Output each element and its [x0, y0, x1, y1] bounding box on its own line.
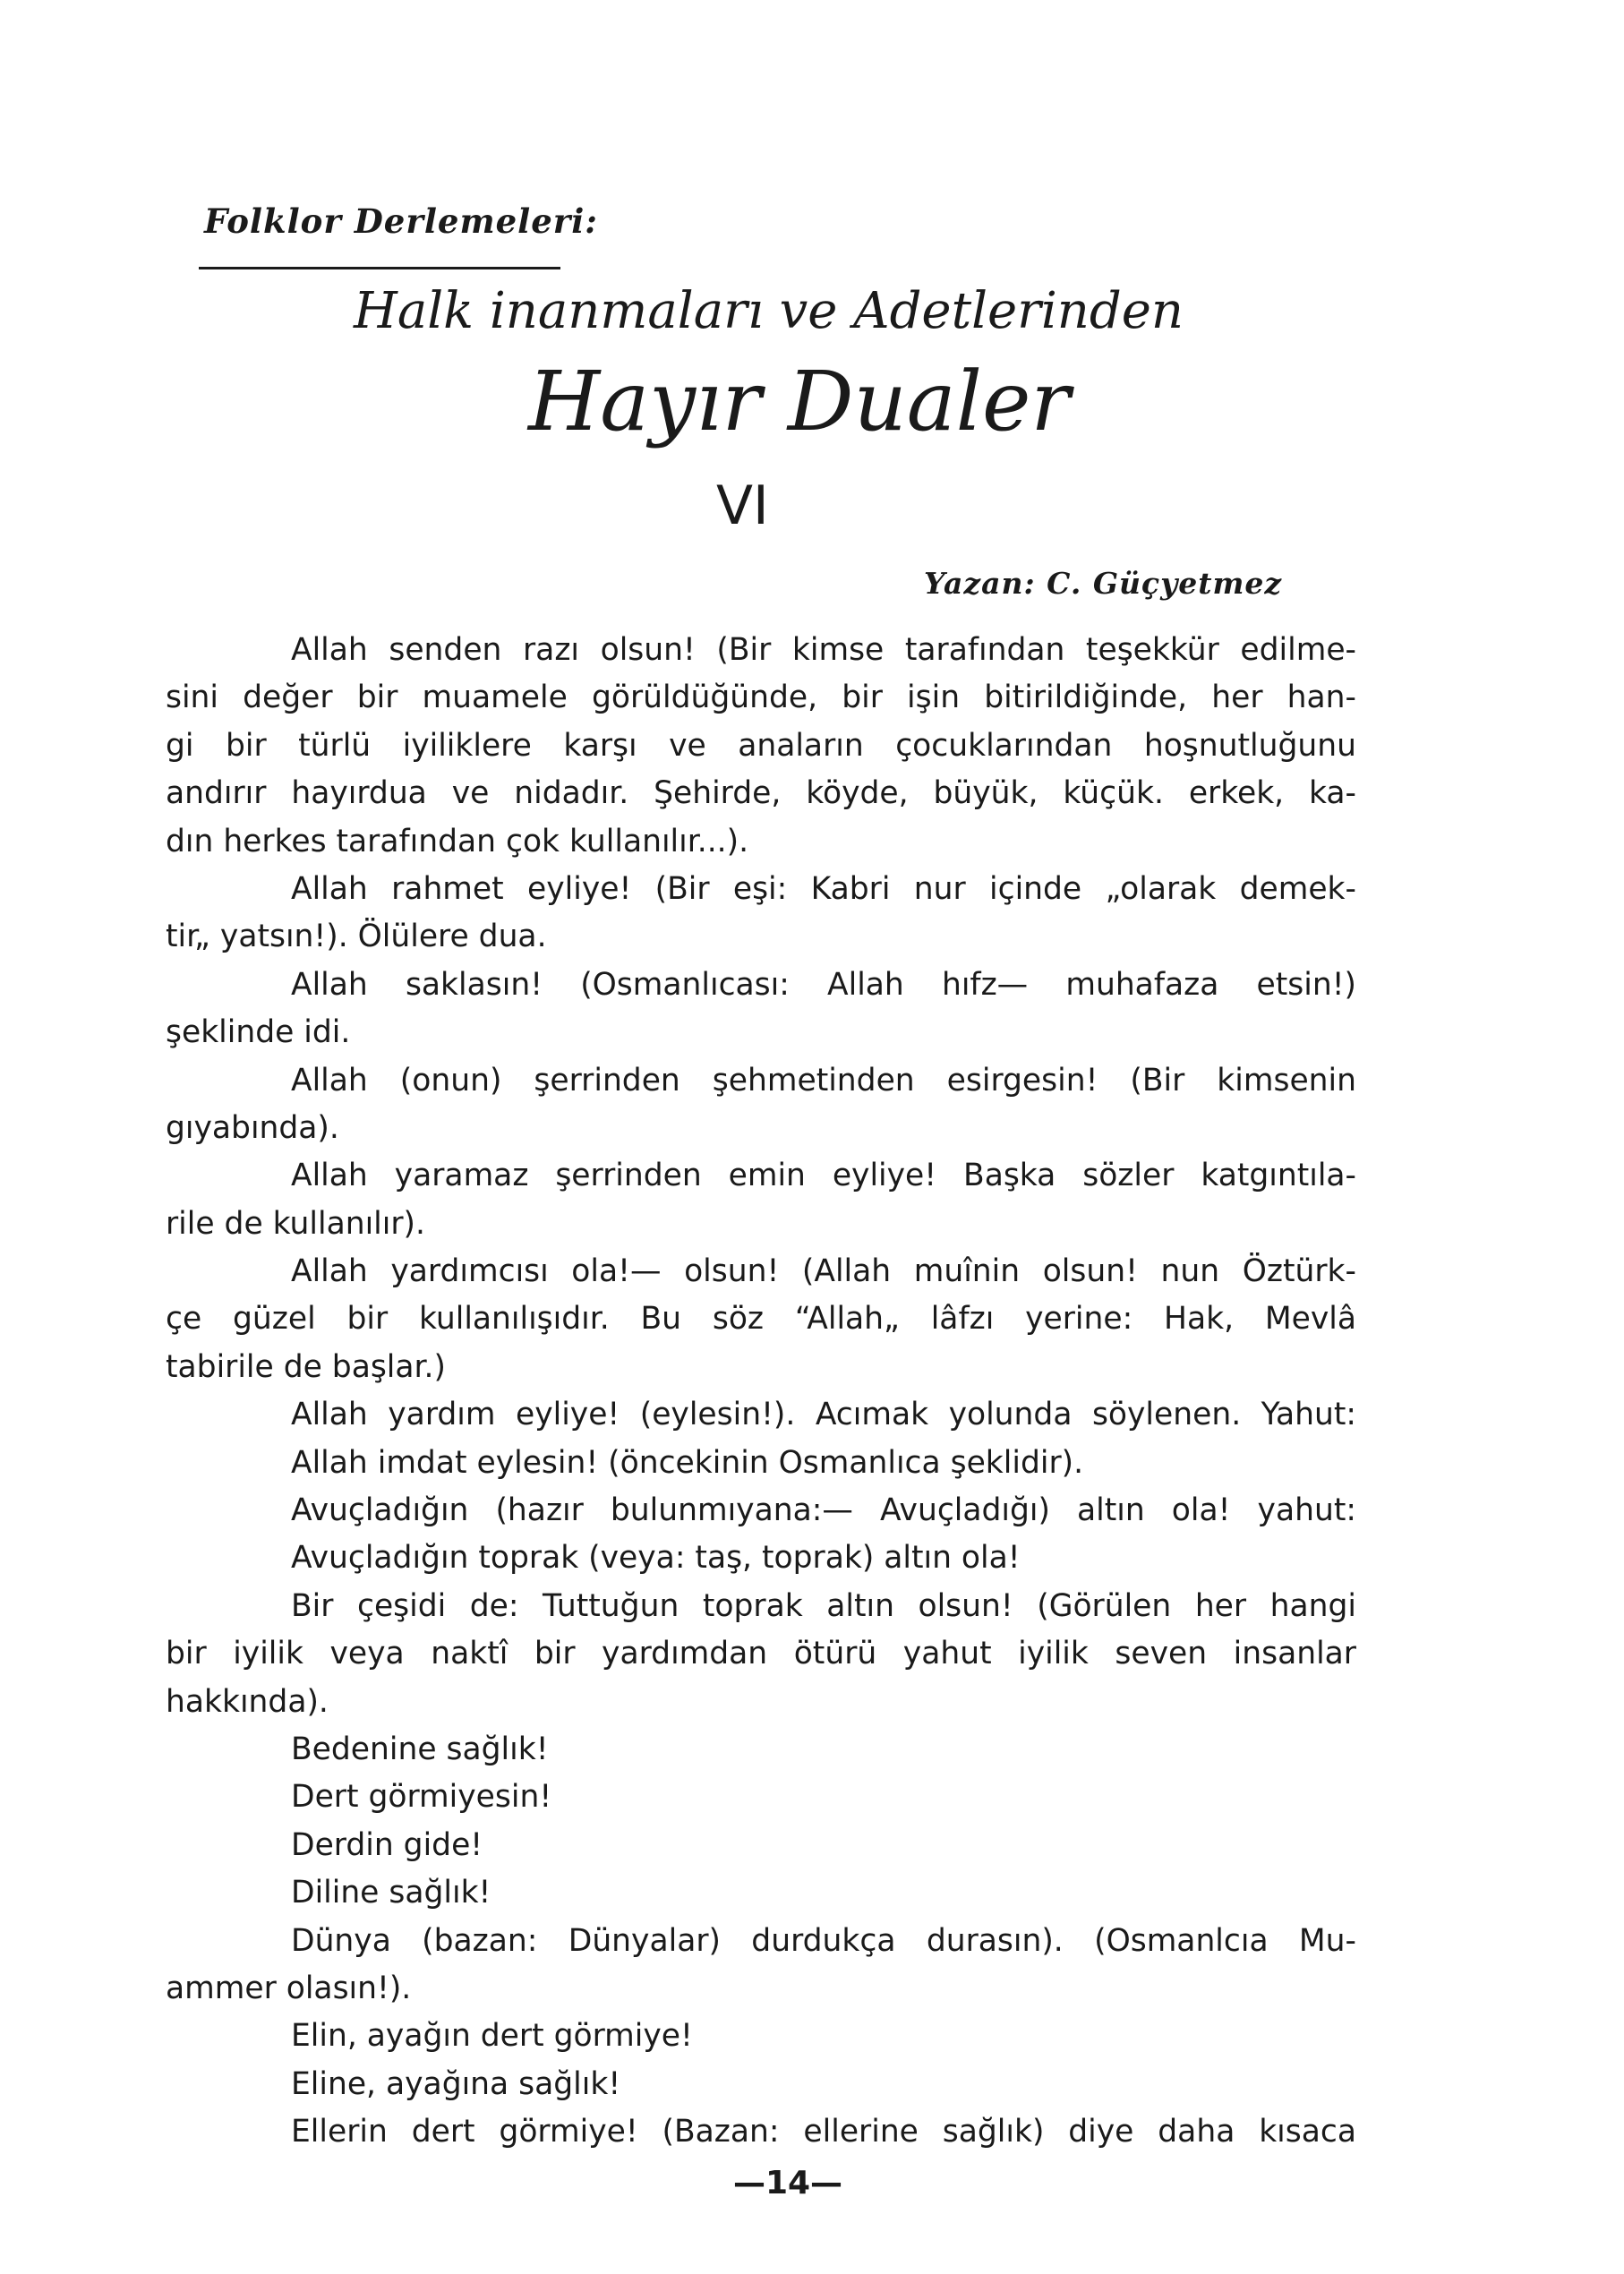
- series-title: Halk inanmaları ve Adetlerinden: [354, 282, 1184, 340]
- body-line: hakkında).: [166, 1683, 329, 1720]
- body-line: çe güzel bir kullanılışıdır. Bu söz “Allah„ lâfzı yerine: Hak, Mevlâ: [166, 1301, 1356, 1338]
- body-line: Bedenine sağlık!: [291, 1731, 549, 1767]
- body-line: Allah (onun) şerrinden şehmetinden esirgesin! (Bir kimsenin: [291, 1062, 1356, 1099]
- body-line: Eline, ayağına sağlık!: [291, 2065, 621, 2102]
- body-line: Ellerin dert görmiye! (Bazan: ellerine sağlık) diye daha kısaca: [291, 2114, 1356, 2150]
- page-title: Hayır Dualer: [528, 354, 1071, 449]
- body-line: sini değer bir muamele görüldüğünde, bir işin bitirildiğinde, her han-: [166, 680, 1356, 716]
- page-number: —14—: [732, 2165, 843, 2201]
- part-number: VI: [716, 474, 769, 537]
- body-line: Elin, ayağın dert görmiye!: [291, 2018, 693, 2055]
- body-line: şeklinde idi.: [166, 1014, 351, 1051]
- body-line: Allah yaramaz şerrinden emin eyliye! Başka sözler katgıntıla-: [291, 1158, 1356, 1194]
- body-line: Avuçladığın (hazır bulunmıyana:— Avuçladığı) altın ola! yahut:: [291, 1492, 1356, 1529]
- body-line: Dünya (bazan: Dünyalar) durdukça durasın). (Osmanlcıa Mu-: [291, 1922, 1356, 1959]
- body-line: Allah rahmet eyliye! (Bir eşi: Kabri nur içinde „olarak demek-: [291, 870, 1356, 907]
- article-body: [166, 627, 1356, 2157]
- body-line: ammer olasın!).: [166, 1970, 412, 2006]
- body-line: tabirile de başlar.): [166, 1348, 446, 1385]
- body-line: Allah imdat eylesin! (öncekinin Osmanlıca şeklidir).: [291, 1444, 1084, 1481]
- body-line: Dert görmiyesin!: [291, 1779, 552, 1816]
- body-line: Avuçladığın toprak (veya: taş, toprak) altın ola!: [291, 1540, 1021, 1577]
- section-divider: [199, 267, 560, 269]
- body-line: Allah yardım eyliye! (eylesin!). Acımak yolunda söylenen. Yahut:: [291, 1397, 1356, 1433]
- body-line: rile de kullanılır).: [166, 1205, 425, 1242]
- body-line: gi bir türlü iyiliklere karşı ve anaların çocuklarından hoşnutluğunu: [166, 727, 1356, 764]
- body-line: Derdin gide!: [291, 1826, 483, 1863]
- body-line: dın herkes tarafından çok kullanılır...).: [166, 823, 749, 859]
- body-line: Allah senden razı olsun! (Bir kimse tarafından teşekkür edilme-: [291, 632, 1356, 668]
- body-line: bir iyilik veya naktî bir yardımdan ötürü yahut iyilik seven insanlar: [166, 1636, 1356, 1672]
- section-label: Folklor Derlemeleri:: [204, 201, 598, 241]
- body-line: gıyabında).: [166, 1109, 339, 1146]
- body-line: tir„ yatsın!). Ölülere dua.: [166, 919, 547, 955]
- author-byline: Yazan: C. Güçyetmez: [924, 566, 1283, 601]
- body-line: Diline sağlık!: [291, 1875, 491, 1911]
- body-line: Allah yardımcısı ola!— olsun! (Allah muînin olsun! nun Öztürk-: [291, 1253, 1356, 1290]
- body-line: Bir çeşidi de: Tuttuğun toprak altın olsun! (Görülen her hangi: [291, 1587, 1356, 1624]
- body-line: Allah saklasın! (Osmanlıcası: Allah hıfz— muhafaza etsin!): [291, 966, 1356, 1003]
- body-line: andırır hayırdua ve nidadır. Şehirde, köyde, büyük, küçük. erkek, ka-: [166, 775, 1356, 812]
